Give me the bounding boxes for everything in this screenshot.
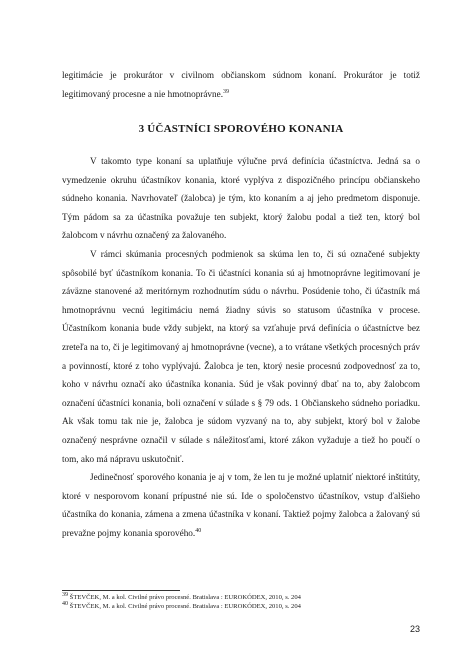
footnotes <box>62 593 422 611</box>
footnote-number: 40 <box>62 600 68 607</box>
footnote-39 <box>62 593 422 602</box>
footnote-text: ŠTEVČEK, M. a kol. Civilné právo procesné. Bratislava : EUROKÓDEX, 2010, s. 204 <box>68 594 301 601</box>
section-body <box>62 152 420 542</box>
section-heading: 3 ÚČASTNÍCI SPOROVÉHO KONANIA <box>138 123 344 135</box>
paragraph-3 <box>62 468 420 542</box>
footnote-separator <box>62 590 180 591</box>
intro-text: legitimácie je prokurátor v civilnom občianskom súdnom konaní. Prokurátor je totiž legitimovaný procesne a nie hmotnoprávne. <box>62 70 420 99</box>
footnote-text: ŠTEVČEK, M. a kol. Civilné právo procesné. Bratislava : EUROKÓDEX, 2010, s. 204 <box>68 603 301 610</box>
footnote-ref-39: 39 <box>223 88 229 95</box>
footnote-ref-40: 40 <box>195 527 202 534</box>
paragraph-1: V takomto type konaní sa uplatňuje výlučne prvá definícia účastníctva. Jedná sa o vymedzenie okruhu účastníkov konania, ktoré vyplýva z dispozičného princípu občianskeho súdneho konania. Navrhovateľ (žalobca) je tým, kto konaním a aj jeho predmetom disponuje. Tým pádom sa za účastníka považuje ten subjekt, ktorý žalobu podal a tiež ten, ktorý bol žalobcom v návrhu označený za žalovaného. <box>62 156 420 241</box>
page-number: 23 <box>409 624 420 634</box>
paragraph-2: V rámci skúmania procesných podmienok sa skúma len to, či sú označené subjekty spôsobilé byť účastníkom konania. To či účastníci konania sú aj hmotnoprávne legitimovaní je záväzne stanovené až meritórnym rozhodnutím súdu o návrhu. Posúdenie toho, či účastník má hmotnoprávnu vecnú legitimáciu nemá žiadny súvis so statusom účastníka v procese. Účastníkom konania bude vždy subjekt, na ktorý sa vzťahuje prvá definícia o účastníctve bez zreteľa na to, či je legitimovaný aj hmotnoprávne (vecne), a to vrátane všetkých procesných práv a povinností, ktoré z toho vyplývajú. Žalobca je ten, ktorý nesie procesnú zodpovednosť za to, koho v návrhu označí ako účastníka konania. Súd je však povinný dbať na to, aby žalobcom označení účastníci konania, boli označení v súlade s § 79 ods. 1 Občianskeho súdneho poriadku. Ak však tomu tak nie je, žalobca je súdom vyzvaný na to, aby subjekt, ktorý bol v žalobe označený nesprávne označil v súlade s náležitosťami, ktoré zákon vyžaduje a tiež ho poučí o tom, ako má nápravu uskutočniť. <box>62 248 420 464</box>
footnote-number: 39 <box>62 591 68 598</box>
footnote-40 <box>62 602 422 611</box>
paragraph-3-text: Jedinečnosť sporového konania je aj v tom, že len tu je možné uplatniť niektoré inštitúty, ktoré v nesporovom konaní prípustné nie sú. Ide o spoločenstvo účastníkov, vstup ďalšieho účastníka do konania, zámena a zmena účastníka v konaní. Taktiež pojmy žalobca a žalovaný sú prevažne pojmy konania sporového. <box>62 472 420 538</box>
intro-paragraph <box>62 66 420 103</box>
